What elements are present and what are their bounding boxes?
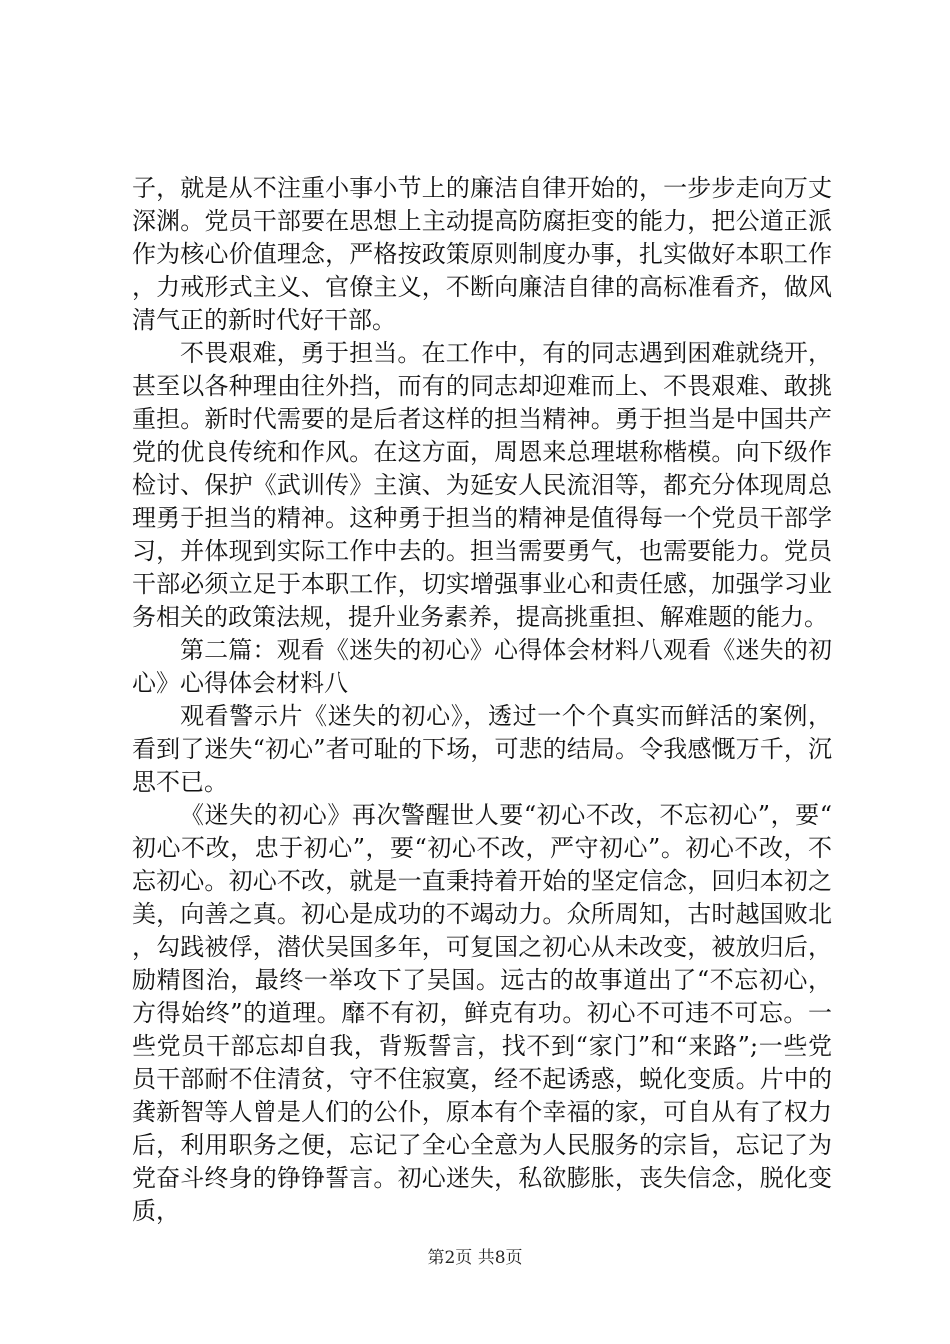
paragraph-original-intention: 《迷失的初心》再次警醒世人要“初心不改，不忘初心”，要“初心不改，忠于初心”，要“初心不改，严守初心”。初心不改，不忘初心。初心不改，就是一直秉持着开始的坚定信念，回归本初之美，向善之真。初心是成功的不竭动力。众所周知，古时越国败北，勾践被俘，潜伏吴国多年，可复国之初心从未改变，被放归后，励精图治，最终一举攻下了吴国。远古的故事道出了“不忘初心，方得始终”的道理。靡不有初，鲜克有功。初心不可违不可忘。一些党员干部忘却自我，背叛誓言，找不到“家门”和“来路”;一些党员干部耐不住清贫，守不住寂寞，经不起诱惑，蜕化变质。片中的龚新智等人曾是人们的公仆，原本有个幸福的家，可自从有了权力后，利用职务之便，忘记了全心全意为人民服务的宗旨，忘记了为党奋斗终身的铮铮誓言。初心迷失，私欲膨胀，丧失信念，脱化变质， (132, 801, 832, 1225)
paragraph-courage: 不畏艰难，勇于担当。在工作中，有的同志遇到困难就绕开，甚至以各种理由往外挡，而有的同志却迎难而上、不畏艰难、敢挑重担。新时代需要的是后者这样的担当精神。勇于担当是中国共产党的优良传统和作风。在这方面，周恩来总理堪称楷模。向下级作检讨、保护《武训传》主演、为延安人民流泪等，都充分体现周总理勇于担当的精神。这种勇于担当的精神是值得每一个党员干部学习，并体现到实际工作中去的。担当需要勇气，也需要能力。党员干部必须立足于本职工作，切实增强事业心和责任感，加强学习业务相关的政策法规，提升业务素养，提高挑重担、解难题的能力。 (132, 339, 832, 631)
section-heading: 第二篇：观看《迷失的初心》心得体会材料八观看《迷失的初心》心得体会材料八 (132, 636, 832, 697)
paragraph-continuation: 子，就是从不注重小事小节上的廉洁自律开始的，一步步走向万丈深渊。党员干部要在思想上主动提高防腐拒变的能力，把公道正派作为核心价值理念，严格按政策原则制度办事，扎实做好本职工作，力戒形式主义、官僚主义，不断向廉洁自律的高标准看齐，做风清气正的新时代好干部。 (132, 174, 832, 334)
document-body (132, 172, 832, 1228)
paragraph-intro: 观看警示片《迷失的初心》，透过一个个真实而鲜活的案例，看到了迷失“初心”者可耻的下场，可悲的结局。令我感慨万千，沉思不已。 (132, 702, 832, 796)
page-number-footer: 第2页 共8页 (427, 1248, 523, 1268)
